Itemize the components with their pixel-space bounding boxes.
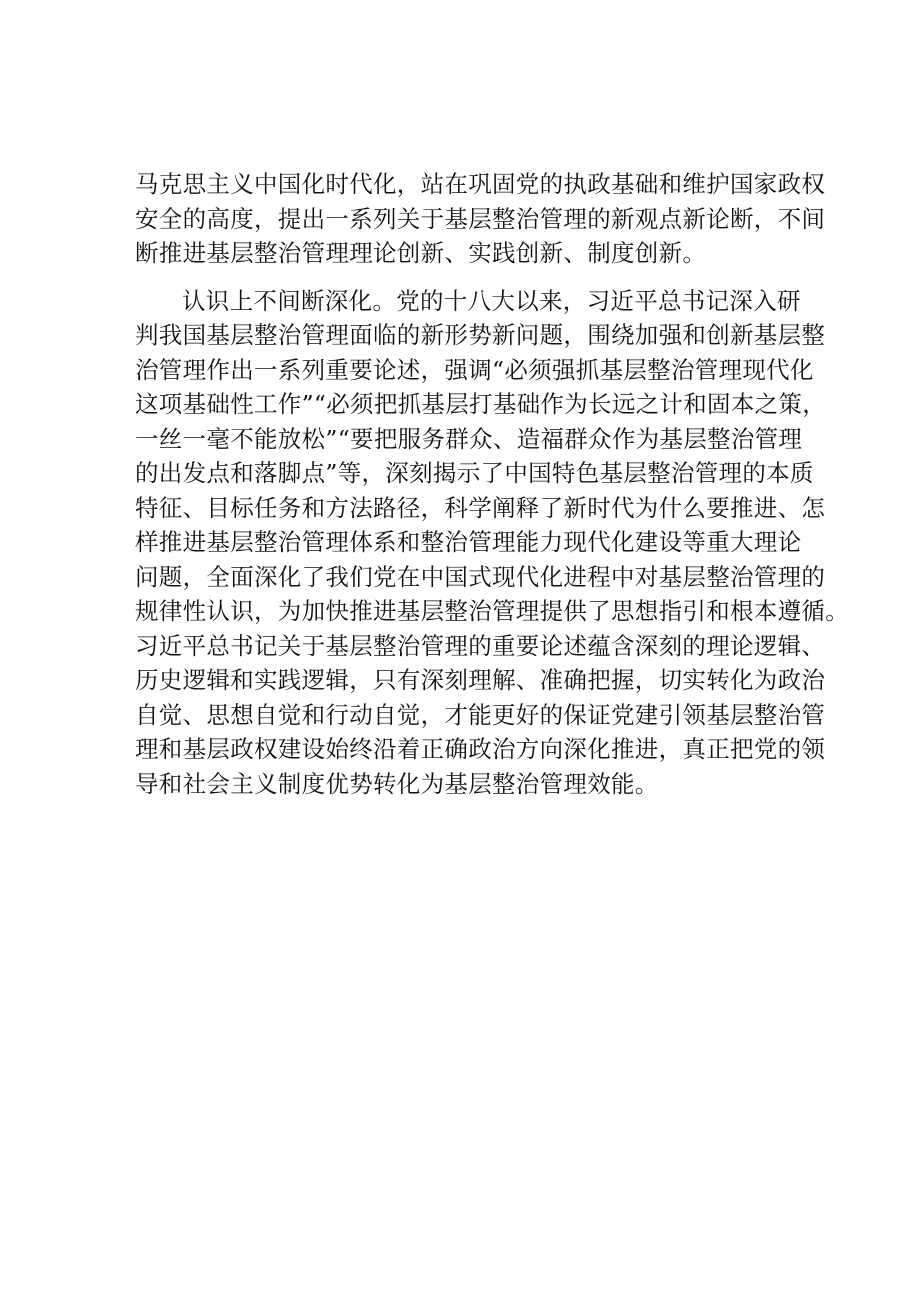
text-line: 规律性认识，为加快推进基层整治管理提供了思想指引和根本遵循。: [135, 597, 849, 625]
text-line: 认识上不间断深化。党的十八大以来，习近平总书记深入研: [182, 286, 801, 315]
text-line: 断推进基层整治管理理论创新、实践创新、制度创新。: [135, 239, 707, 267]
text-line: 这项基础性工作”“必须把抓基层打基础作为长远之计和固本之策，: [135, 390, 827, 418]
text-line: 一丝一毫不能放松”“要把服务群众、造福群众作为基层整治管理: [135, 424, 803, 453]
paragraph-1: [135, 167, 826, 271]
text-line: 安全的高度，提出一系列关于基层整治管理的新观点新论断，不间: [135, 204, 826, 233]
text-line: 的出发点和落脚点”等，深刻揭示了中国特色基层整治管理的本质: [135, 459, 814, 487]
paragraph-2: [135, 284, 849, 802]
text-line: 导和社会主义制度优势转化为基层整治管理效能。: [135, 769, 659, 798]
text-line: 自觉、思想自觉和行动自觉，才能更好的保证党建引领基层整治管: [135, 700, 826, 729]
text-line: 马克思主义中国化时代化，站在巩固党的执政基础和维护国家政权: [135, 170, 826, 198]
text-line: 特征、目标任务和方法路径，科学阐释了新时代为什么要推进、怎: [135, 493, 826, 522]
text-line: 问题，全面深化了我们党在中国式现代化进程中对基层整治管理的: [135, 562, 826, 591]
text-line: 样推进基层整治管理体系和整治管理能力现代化建设等重大理论: [135, 528, 802, 556]
text-line: 治管理作出一系列重要论述，强调“必须强抓基层整治管理现代化: [135, 355, 814, 384]
text-line: 习近平总书记关于基层整治管理的重要论述蕴含深刻的理论逻辑、: [135, 631, 826, 660]
text-line: 历史逻辑和实践逻辑，只有深刻理解、准确把握，切实转化为政治: [135, 666, 826, 694]
text-line: 理和基层政权建设始终沿着正确政治方向深化推进，真正把党的领: [135, 735, 826, 763]
text-line: 判我国基层整治管理面临的新形势新问题，围绕加强和创新基层整: [135, 321, 826, 349]
paragraph-spacer: [135, 271, 805, 284]
document-body: [135, 167, 849, 801]
